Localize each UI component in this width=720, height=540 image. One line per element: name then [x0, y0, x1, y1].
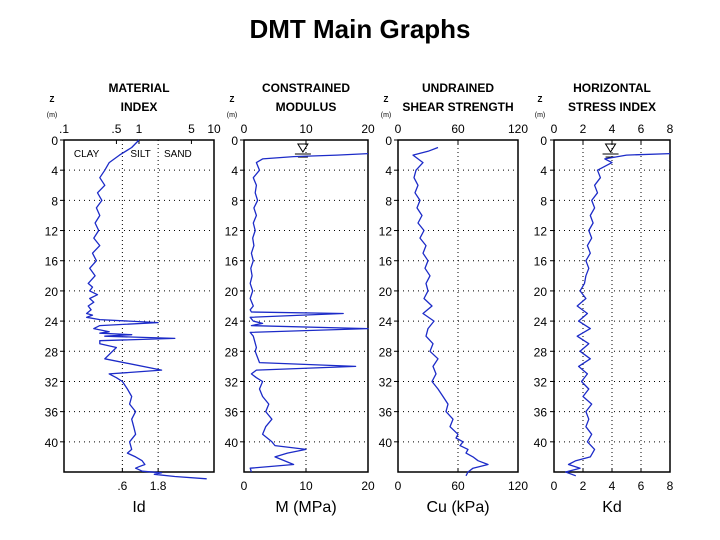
- depth-tick-label: 16: [533, 254, 547, 269]
- z-axis-label: Z: [537, 95, 543, 104]
- depth-tick-label: 12: [533, 224, 547, 239]
- data-series-line: [87, 140, 207, 479]
- depth-tick-label: 8: [231, 194, 238, 209]
- depth-tick-label: 32: [224, 375, 238, 390]
- depth-tick-label: 40: [224, 435, 238, 450]
- bottom-tick-label: 120: [507, 479, 529, 493]
- depth-tick-label: 4: [540, 164, 547, 179]
- panel-1: [45, 81, 221, 516]
- bottom-tick-label: 8: [666, 479, 674, 493]
- top-tick-label: 4: [608, 122, 616, 136]
- depth-tick-label: 20: [44, 284, 58, 299]
- depth-tick-label: 20: [224, 284, 238, 299]
- top-tick-label: .5: [111, 122, 122, 136]
- soil-label: SILT: [130, 149, 151, 160]
- depth-tick-label: 28: [44, 345, 58, 360]
- depth-tick-label: 0: [385, 134, 392, 148]
- panel-header-line1: HORIZONTAL: [573, 81, 651, 95]
- depth-tick-label: 36: [378, 405, 392, 420]
- panel-header-line1: UNDRAINED: [422, 81, 494, 95]
- panel-3: [379, 81, 529, 516]
- z-axis-unit: (m): [534, 112, 546, 119]
- depth-tick-label: 8: [540, 194, 547, 209]
- bottom-tick-label: 10: [299, 479, 313, 493]
- top-tick-label: 0: [394, 122, 402, 136]
- plot-frame: [64, 140, 214, 472]
- depth-tick-label: 16: [44, 254, 58, 269]
- depth-tick-label: 28: [533, 345, 547, 360]
- depth-tick-label: 36: [533, 405, 547, 420]
- depth-tick-label: 36: [44, 405, 58, 420]
- top-tick-label: 10: [207, 122, 221, 136]
- x-axis-label: M (MPa): [275, 499, 337, 516]
- top-tick-label: 20: [361, 122, 375, 136]
- bottom-tick-label: 60: [451, 479, 465, 493]
- water-table-icon: [606, 144, 616, 152]
- panel-2: [225, 81, 375, 516]
- soil-label: CLAY: [73, 149, 100, 160]
- top-tick-label: 5: [188, 122, 195, 136]
- depth-tick-label: 40: [44, 435, 58, 450]
- depth-tick-label: 4: [51, 164, 58, 179]
- panel-header-line1: MATERIAL: [108, 81, 170, 95]
- data-series-line: [250, 154, 368, 472]
- bottom-tick-label: 0: [394, 479, 402, 493]
- top-tick-label: 2: [579, 122, 587, 136]
- soil-label: SAND: [163, 149, 192, 160]
- depth-tick-label: 20: [378, 284, 392, 299]
- depth-tick-label: 4: [231, 164, 238, 179]
- depth-tick-label: 36: [224, 405, 238, 420]
- bottom-tick-label: 0: [240, 479, 248, 493]
- depth-tick-label: 32: [533, 375, 547, 390]
- plot-frame: [554, 140, 670, 472]
- top-tick-label: 1: [135, 122, 143, 136]
- depth-tick-label: 40: [533, 435, 547, 450]
- bottom-tick-label: 4: [608, 479, 616, 493]
- top-tick-label: 6: [637, 122, 645, 136]
- depth-tick-label: 24: [533, 315, 547, 330]
- panel-header-line2: INDEX: [120, 100, 158, 114]
- x-axis-label: Cu (kPa): [426, 499, 490, 516]
- x-axis-label: Kd: [602, 499, 622, 516]
- x-axis-label: Id: [132, 499, 146, 516]
- z-axis-label: Z: [49, 95, 55, 104]
- top-tick-label: 0: [240, 122, 248, 136]
- top-tick-label: 10: [299, 122, 313, 136]
- top-tick-label: 0: [550, 122, 558, 136]
- depth-tick-label: 16: [378, 254, 392, 269]
- panel-header-line2: STRESS INDEX: [567, 100, 657, 114]
- z-axis-unit: (m): [380, 112, 392, 119]
- depth-tick-label: 12: [378, 224, 392, 239]
- bottom-tick-label: 6: [637, 479, 645, 493]
- depth-tick-label: 12: [224, 224, 238, 239]
- data-series-line: [413, 148, 488, 476]
- depth-tick-label: 24: [224, 315, 238, 330]
- depth-tick-label: 24: [44, 315, 58, 330]
- depth-tick-label: 28: [224, 345, 238, 360]
- panel-header-line2: MODULUS: [275, 100, 337, 114]
- bottom-tick-label: 2: [579, 479, 587, 493]
- data-series-line: [566, 154, 670, 476]
- depth-tick-label: 20: [533, 284, 547, 299]
- panel-4: [534, 81, 674, 516]
- top-tick-label: 8: [666, 122, 674, 136]
- depth-tick-label: 32: [44, 375, 58, 390]
- depth-tick-label: 40: [378, 435, 392, 450]
- depth-tick-label: 12: [44, 224, 58, 239]
- page-title: DMT Main Graphs: [249, 14, 471, 44]
- depth-tick-label: 8: [51, 194, 58, 209]
- depth-tick-label: 24: [378, 315, 392, 330]
- bottom-tick-label: 0: [550, 479, 558, 493]
- depth-tick-label: 0: [231, 134, 238, 148]
- bottom-tick-label: 20: [361, 479, 375, 493]
- depth-tick-label: 16: [224, 254, 238, 269]
- depth-tick-label: 8: [385, 194, 392, 209]
- bottom-tick-label: .6: [117, 479, 128, 493]
- z-axis-label: Z: [229, 95, 235, 104]
- plot-frame: [244, 140, 368, 472]
- panel-header-line1: CONSTRAINED: [261, 81, 351, 95]
- top-tick-label: 120: [507, 122, 529, 136]
- z-axis-unit: (m): [226, 112, 238, 119]
- depth-tick-label: 0: [540, 134, 547, 148]
- depth-tick-label: 32: [378, 375, 392, 390]
- depth-tick-label: 0: [51, 134, 58, 148]
- top-tick-label: 60: [451, 122, 465, 136]
- bottom-tick-label: 1.8: [149, 479, 167, 493]
- top-tick-label: .1: [58, 122, 70, 136]
- z-axis-label: Z: [383, 95, 389, 104]
- panel-header-line2: SHEAR STRENGTH: [402, 100, 514, 114]
- depth-tick-label: 4: [385, 164, 392, 179]
- z-axis-unit: (m): [46, 112, 58, 119]
- depth-tick-label: 28: [378, 345, 392, 360]
